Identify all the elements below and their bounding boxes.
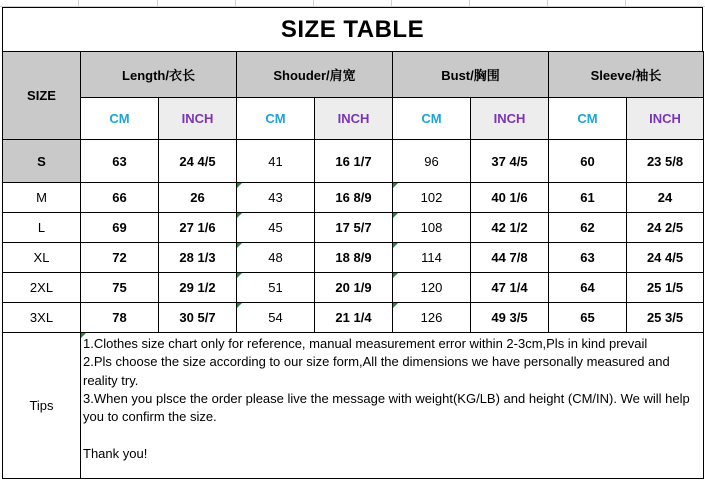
- value-cell: 24 4/5: [159, 140, 237, 183]
- unit-cm: CM: [81, 98, 159, 140]
- value-cell: 78: [81, 303, 159, 333]
- grid-tick: [157, 0, 158, 6]
- value-cell: 37 4/5: [471, 140, 549, 183]
- unit-cm: CM: [237, 98, 315, 140]
- unit-inch: INCH: [471, 98, 549, 140]
- value-cell: 66: [81, 183, 159, 213]
- table-row: [3, 273, 704, 303]
- value-cell: 62: [549, 213, 627, 243]
- value-cell: 48: [237, 243, 315, 273]
- value-cell: 21 1/4: [315, 303, 393, 333]
- unit-inch: INCH: [627, 98, 704, 140]
- value-cell: 65: [549, 303, 627, 333]
- value-cell: 27 1/6: [159, 213, 237, 243]
- grid-tick: [391, 0, 392, 6]
- value-cell: 20 1/9: [315, 273, 393, 303]
- value-cell: 120: [393, 273, 471, 303]
- value-cell: 42 1/2: [471, 213, 549, 243]
- grid-tick: [547, 0, 548, 6]
- table-row: [3, 213, 704, 243]
- table-row: [3, 183, 704, 213]
- size-column-header: SIZE: [3, 52, 81, 140]
- value-cell: 17 5/7: [315, 213, 393, 243]
- tips-label: Tips: [3, 333, 81, 479]
- value-cell: 44 7/8: [471, 243, 549, 273]
- size-table: [2, 51, 704, 479]
- size-cell: M: [3, 183, 81, 213]
- value-cell: 126: [393, 303, 471, 333]
- size-cell: XL: [3, 243, 81, 273]
- size-cell: S: [3, 140, 81, 183]
- grid-tick: [469, 0, 470, 6]
- size-cell: L: [3, 213, 81, 243]
- value-cell: 25 3/5: [627, 303, 704, 333]
- page-title: SIZE TABLE: [2, 7, 703, 51]
- group-header-bust: Bust/胸围: [393, 52, 549, 98]
- value-cell: 43: [237, 183, 315, 213]
- value-cell: 63: [81, 140, 159, 183]
- value-cell: 60: [549, 140, 627, 183]
- value-cell: 16 8/9: [315, 183, 393, 213]
- unit-cm: CM: [393, 98, 471, 140]
- value-cell: 26: [159, 183, 237, 213]
- value-cell: 69: [81, 213, 159, 243]
- group-header-length: Length/衣长: [81, 52, 237, 98]
- tips-row: [3, 333, 704, 479]
- table-row: [3, 303, 704, 333]
- value-cell: 23 5/8: [627, 140, 704, 183]
- grid-tick: [78, 0, 79, 6]
- tips-content: [81, 333, 704, 479]
- value-cell: 54: [237, 303, 315, 333]
- value-cell: 24: [627, 183, 704, 213]
- value-cell: 18 8/9: [315, 243, 393, 273]
- value-cell: 96: [393, 140, 471, 183]
- value-cell: 49 3/5: [471, 303, 549, 333]
- unit-header-row: [3, 98, 704, 140]
- value-cell: 51: [237, 273, 315, 303]
- value-cell: 63: [549, 243, 627, 273]
- unit-cm: CM: [549, 98, 627, 140]
- value-cell: 40 1/6: [471, 183, 549, 213]
- tip-line: [83, 426, 703, 444]
- value-cell: 25 1/5: [627, 273, 704, 303]
- table-row: [3, 243, 704, 273]
- size-cell: 2XL: [3, 273, 81, 303]
- group-header-shoulder: Shouder/肩宽: [237, 52, 393, 98]
- value-cell: 114: [393, 243, 471, 273]
- value-cell: 75: [81, 273, 159, 303]
- value-cell: 30 5/7: [159, 303, 237, 333]
- value-cell: 16 1/7: [315, 140, 393, 183]
- value-cell: 24 2/5: [627, 213, 704, 243]
- value-cell: 61: [549, 183, 627, 213]
- grid-tick: [625, 0, 626, 6]
- tip-line: Thank you!: [83, 445, 148, 461]
- value-cell: 72: [81, 243, 159, 273]
- value-cell: 47 1/4: [471, 273, 549, 303]
- size-cell: 3XL: [3, 303, 81, 333]
- value-cell: 29 1/2: [159, 273, 237, 303]
- table-row: [3, 140, 704, 183]
- value-cell: 45: [237, 213, 315, 243]
- value-cell: 41: [237, 140, 315, 183]
- value-cell: 28 1/3: [159, 243, 237, 273]
- grid-tick: [313, 0, 314, 6]
- tip-line: 2.Pls choose the size according to our size form,All the dimensions we have personally measured and reality try.: [83, 354, 674, 388]
- unit-inch: INCH: [159, 98, 237, 140]
- grid-tick: [235, 0, 236, 6]
- value-cell: 24 4/5: [627, 243, 704, 273]
- value-cell: 64: [549, 273, 627, 303]
- group-header-sleeve: Sleeve/袖长: [549, 52, 704, 98]
- tip-line: 1.Clothes size chart only for reference, manual measurement error within 2-3cm,Pls in kind prevail: [83, 336, 648, 351]
- spreadsheet-grid-top: [0, 0, 705, 7]
- value-cell: 102: [393, 183, 471, 213]
- group-header-row: [3, 52, 704, 98]
- unit-inch: INCH: [315, 98, 393, 140]
- tip-line: 3.When you plsce the order please live the message with weight(KG/LB) and height (CM/IN). We will help you to confirm the size.: [83, 390, 694, 425]
- value-cell: 108: [393, 213, 471, 243]
